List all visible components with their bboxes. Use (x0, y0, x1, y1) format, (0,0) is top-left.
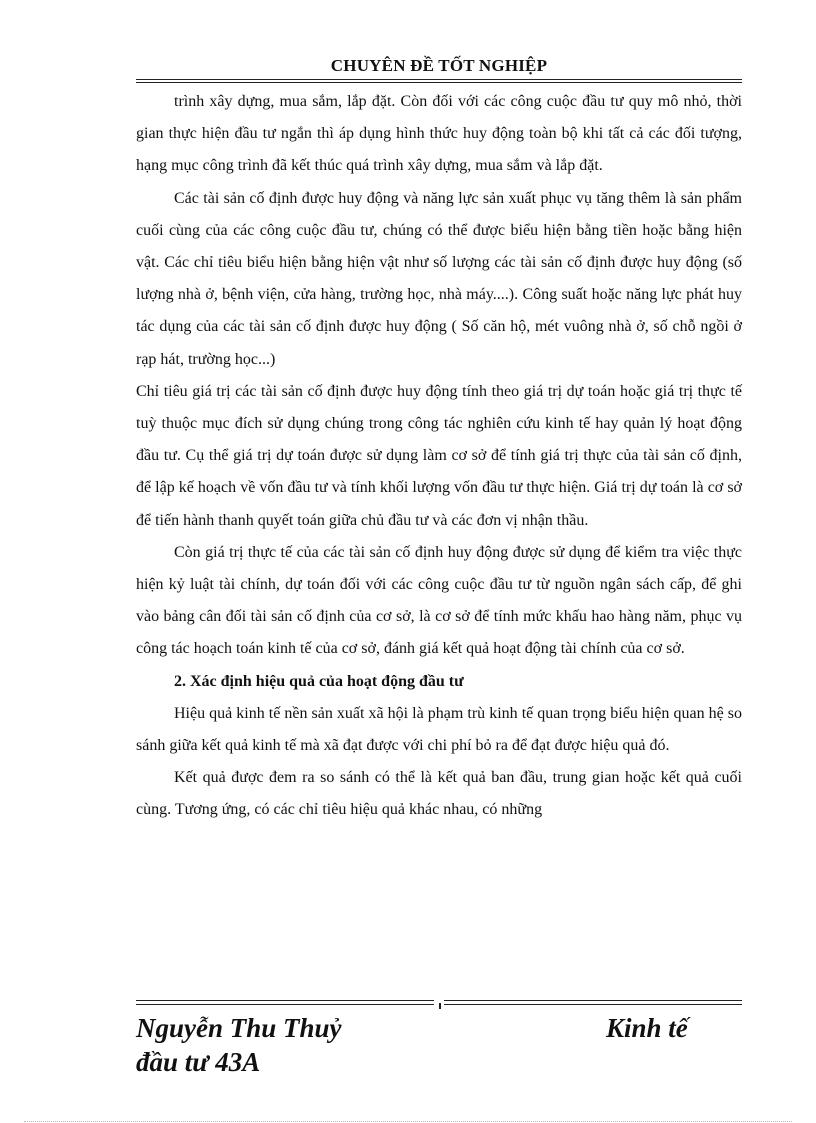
footer-department: Kinh tế (606, 1013, 688, 1043)
paragraph-continuation: trình xây dựng, mua sắm, lắp đặt. Còn đối với các công cuộc đầu tư quy mô nhỏ, thời gian thực hiện đầu tư ngắn thì áp dụng hình thức huy động toàn bộ khi tất cả các đối tượng, hạng mục công trình đã kết thúc quá trình xây dựng, mua sắm và lắp đặt. (136, 93, 742, 175)
paragraph-results: Kết quả được đem ra so sánh có thể là kết quả ban đầu, trung gian hoặc kết quả cuối cùng. Tương ứng, có các chỉ tiêu hiệu quả khác nhau, có những (136, 769, 742, 819)
footer-department-continued: đầu tư 43A (136, 1047, 261, 1077)
paragraph-economic-efficiency: Hiệu quả kinh tế nền sản xuất xã hội là phạm trù kinh tế quan trọng biểu hiện quan hệ so sánh giữa kết quả kinh tế mà xã đạt được với chi phí bỏ ra để đạt được hiệu quả đó. (136, 704, 742, 755)
footer-rule-divider (439, 1003, 441, 1009)
page-header-title: CHUYÊN ĐỀ TỐT NGHIỆP (330, 56, 548, 75)
footer-rule-right-top (444, 1000, 742, 1001)
header-rule-top (136, 79, 742, 80)
header-rule-bottom (136, 82, 742, 83)
paragraph-fixed-assets: Các tài sản cố định được huy động và năng lực sản xuất phục vụ tăng thêm là sản phẩm cuối cùng của các công cuộc đầu tư, chúng có thể được biểu hiện bằng tiền hoặc bằng hiện vật. Các chỉ tiêu biểu hiện bằng hiện vật như số lượng các tài sản cố định được huy động (số lượng nhà ở, bệnh viện, cửa hàng, trường học, nhà máy....). Công suất hoặc năng lực phát huy tác dụng của các tài sản cố định được huy động ( Số căn hộ, mét vuông nhà ở, số chỗ ngồi ở rạp hát, trường học...) (136, 189, 742, 368)
paragraph-actual-value: Còn giá trị thực tế của các tài sản cố định huy động được sử dụng để kiểm tra việc thực hiện kỷ luật tài chính, dự toán đối với các công cuộc đầu tư từ nguồn ngân sách cấp, để ghi vào bảng cân đối tài sản cố định của cơ sở, là cơ sở để tính mức khấu hao hàng năm, phục vụ công tác hoạch toán kinh tế của cơ sở, đánh giá kết quả hoạt động tài chính của cơ sở. (136, 543, 742, 658)
footer-rule-right-bottom (444, 1004, 742, 1005)
section-heading: 2. Xác định hiệu quả của hoạt động đầu tư (174, 672, 464, 690)
footer-author: Nguyễn Thu Thuỷ (136, 1013, 342, 1043)
page-bottom-dotted-line (24, 1121, 792, 1122)
paragraph-value-indicators: Chỉ tiêu giá trị các tài sản cố định được huy động tính theo giá trị dự toán hoặc giá trị thực tế tuỳ thuộc mục đích sử dụng chúng trong công tác nghiên cứu kinh tế hay quản lý hoạt động đầu tư. Cụ thể giá trị dự toán được sử dụng làm cơ sở để tính giá trị thực của tài sản cố định, để lập kế hoạch về vốn đầu tư và tính khối lượng vốn đầu tư thực hiện. Giá trị dự toán là cơ sở để tiến hành thanh quyết toán giữa chủ đầu tư và các đơn vị nhận thầu. (136, 382, 742, 529)
footer-rule-left-bottom (136, 1004, 434, 1005)
footer-rule-left-top (136, 1000, 434, 1001)
body-text (136, 86, 742, 827)
